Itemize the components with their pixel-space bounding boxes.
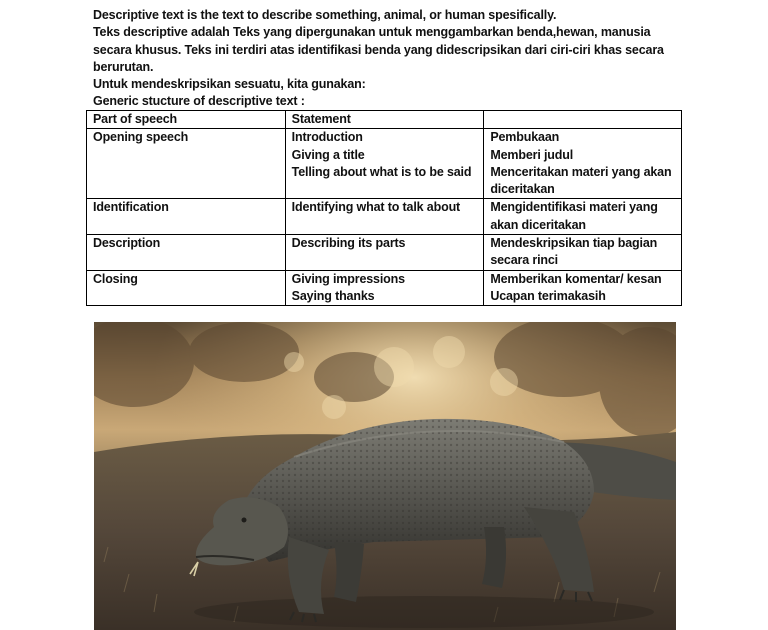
row-translation (484, 235, 682, 271)
header-part-of-speech: Part of speech (87, 111, 286, 129)
table-header-row (87, 111, 682, 129)
row-statement (285, 235, 484, 271)
row-part: Identification (87, 199, 286, 235)
header-statement: Statement (285, 111, 484, 129)
translation-line: Mengidentifikasi materi yang akan diceritakan (490, 200, 658, 232)
statement-line: Giving a title (291, 147, 365, 162)
row-part: Description (87, 235, 286, 271)
row-translation (484, 129, 682, 199)
header-translation (484, 111, 682, 129)
translation-line: Pembukaan (490, 130, 560, 145)
statement-line: Introduction (291, 130, 363, 145)
intro-definition-id: Teks descriptive adalah Teks yang dipergunakan untuk menggambarkan benda,hewan, manusia secara khusus. Teks ini terdiri atas identifikasi benda yang didescripsikan dari ciri-ciri khas secara berurutan. (93, 25, 664, 74)
translation-line: Memberikan komentar/ kesan (490, 271, 662, 286)
translation-line: Mendeskripsikan tiap bagian secara rinci (490, 236, 658, 268)
statement-line: Describing its parts (291, 236, 406, 251)
translation-line: Menceritakan materi yang akan diceritakan (490, 164, 672, 197)
row-translation (484, 270, 682, 306)
statement-line: Giving impressions (291, 271, 405, 286)
table-row (87, 235, 682, 271)
generic-structure-table (86, 110, 682, 306)
intro-structure-heading: Generic stucture of descriptive text : (93, 94, 305, 109)
table-row (87, 270, 682, 306)
table-row (87, 199, 682, 235)
komodo-dragon-photo (94, 322, 676, 630)
intro-text (93, 7, 683, 111)
row-part: Opening speech (87, 129, 286, 199)
row-statement (285, 129, 484, 199)
row-part: Closing (87, 270, 286, 306)
statement-line: Identifying what to talk about (291, 200, 461, 215)
intro-usage-line: Untuk mendeskripsikan sesuatu, kita gunakan: (93, 77, 366, 92)
statement-line: Saying thanks (291, 288, 375, 303)
translation-line: Ucapan terimakasih (490, 288, 606, 303)
row-statement (285, 270, 484, 306)
table-row (87, 129, 682, 199)
row-translation (484, 199, 682, 235)
statement-line: Telling about what is to be said (291, 164, 472, 179)
translation-line: Memberi judul (490, 147, 574, 162)
row-statement (285, 199, 484, 235)
intro-definition-en: Descriptive text is the text to describe something, animal, or human spesifically. (93, 8, 557, 22)
